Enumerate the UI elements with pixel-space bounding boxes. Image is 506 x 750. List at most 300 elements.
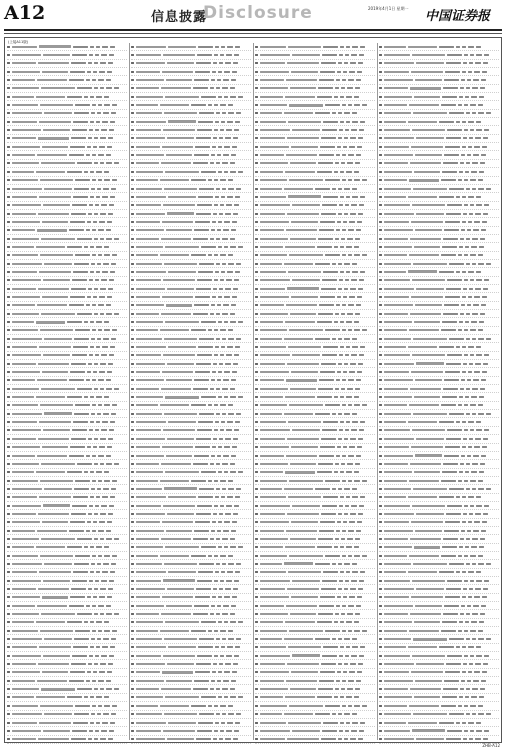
table-cell-placeholder: [446, 363, 461, 365]
table-cell-placeholder: [288, 121, 321, 123]
table-cell-placeholder: [486, 413, 491, 415]
table-cell-placeholder: [354, 254, 360, 256]
table-cell-placeholder: [231, 229, 236, 231]
table-cell-placeholder: [458, 705, 462, 707]
table-cell-placeholder: [470, 329, 476, 331]
table-cell-placeholder: [136, 379, 164, 381]
table-cell-placeholder: [346, 646, 350, 648]
table-cell-placeholder: [230, 696, 236, 698]
table-cell-placeholder: [476, 129, 482, 131]
table-cell-placeholder: [36, 696, 65, 698]
table-cell-placeholder: [255, 663, 258, 665]
table-cell-placeholder: [224, 396, 228, 398]
table-cell-placeholder: [384, 663, 414, 665]
table-cell-placeholder: [472, 162, 478, 164]
table-cell-placeholder: [108, 438, 113, 440]
table-cell-placeholder: [221, 346, 225, 348]
table-cell-placeholder: [201, 321, 216, 323]
table-cell-placeholder: [360, 121, 365, 123]
table-cell-placeholder: [467, 379, 471, 381]
table-cell-placeholder: [131, 171, 134, 173]
table-cell-placeholder: [94, 613, 98, 615]
table-cell-placeholder: [349, 296, 355, 298]
table-cell-placeholder: [322, 429, 337, 431]
table-row: [7, 727, 127, 735]
table-cell-placeholder: [260, 204, 290, 206]
table-cell-placeholder: [12, 338, 42, 340]
table-cell-placeholder: [136, 655, 161, 657]
table-cell-placeholder: [228, 188, 234, 190]
table-cell-placeholder: [216, 613, 220, 615]
table-cell-placeholder: [136, 79, 164, 81]
table-cell-placeholder: [98, 379, 104, 381]
table-cell-placeholder: [482, 671, 487, 673]
table-cell-placeholder: [463, 363, 467, 365]
table-row: [379, 594, 499, 602]
table-cell-placeholder: [475, 137, 481, 139]
table-cell-placeholder: [95, 730, 99, 732]
table-cell-placeholder: [478, 179, 483, 181]
table-row: [255, 310, 375, 318]
table-cell-placeholder: [356, 605, 361, 607]
table-cell-placeholder: [131, 313, 134, 315]
table-cell-placeholder: [379, 213, 382, 215]
table-cell-placeholder: [111, 338, 116, 340]
table-cell-placeholder: [231, 530, 236, 532]
table-cell-placeholder: [75, 555, 90, 557]
table-cell-placeholder: [197, 429, 212, 431]
table-cell-placeholder: [131, 429, 134, 431]
table-cell-placeholder: [100, 238, 104, 240]
table-cell-placeholder: [114, 463, 119, 465]
table-cell-placeholder: [222, 338, 226, 340]
table-cell-placeholder: [12, 263, 42, 265]
table-cell-placeholder: [465, 546, 469, 548]
table-cell-placeholder: [470, 104, 476, 106]
table-cell-placeholder: [359, 730, 364, 732]
table-cell-placeholder: [238, 546, 243, 548]
table-cell-placeholder: [410, 87, 441, 90]
table-cell-placeholder: [484, 204, 489, 206]
table-cell-placeholder: [317, 246, 332, 248]
table-cell-placeholder: [315, 263, 330, 265]
table-cell-placeholder: [379, 538, 382, 540]
table-row: [131, 277, 251, 285]
table-cell-placeholder: [260, 246, 283, 248]
table-cell-placeholder: [466, 388, 470, 390]
table-row: [131, 202, 251, 210]
table-cell-placeholder: [131, 288, 134, 290]
table-cell-placeholder: [409, 179, 439, 182]
table-cell-placeholder: [222, 488, 226, 490]
table-cell-placeholder: [483, 588, 488, 590]
table-cell-placeholder: [410, 538, 441, 540]
table-cell-placeholder: [345, 279, 349, 281]
table-cell-placeholder: [77, 538, 92, 540]
table-cell-placeholder: [474, 221, 480, 223]
table-cell-placeholder: [475, 438, 481, 440]
table-cell-placeholder: [351, 204, 357, 206]
table-row: [131, 177, 251, 185]
table-cell-placeholder: [67, 321, 82, 323]
table-cell-placeholder: [67, 246, 82, 248]
table-cell-placeholder: [161, 388, 191, 390]
table-cell-placeholder: [114, 388, 119, 390]
table-cell-placeholder: [168, 196, 196, 198]
table-cell-placeholder: [483, 513, 488, 515]
table-row: [131, 685, 251, 693]
table-cell-placeholder: [384, 388, 408, 390]
table-cell-placeholder: [90, 546, 94, 548]
table-cell-placeholder: [84, 396, 88, 398]
table-cell-placeholder: [472, 338, 476, 340]
table-cell-placeholder: [473, 154, 479, 156]
table-cell-placeholder: [340, 321, 344, 323]
table-cell-placeholder: [384, 538, 408, 540]
table-cell-placeholder: [165, 321, 199, 323]
table-cell-placeholder: [131, 605, 134, 607]
table-row: [7, 43, 127, 51]
table-cell-placeholder: [323, 571, 338, 573]
table-cell-placeholder: [131, 696, 134, 698]
table-cell-placeholder: [106, 605, 111, 607]
table-row: [131, 644, 251, 652]
table-row: [7, 377, 127, 385]
table-cell-placeholder: [73, 646, 88, 648]
table-cell-placeholder: [464, 104, 468, 106]
table-cell-placeholder: [12, 505, 41, 507]
table-cell-placeholder: [219, 62, 223, 64]
table-cell-placeholder: [337, 71, 341, 73]
table-cell-placeholder: [340, 722, 344, 724]
table-cell-placeholder: [160, 254, 189, 256]
table-cell-placeholder: [472, 538, 478, 540]
table-row: [255, 252, 375, 260]
table-cell-placeholder: [351, 505, 357, 507]
table-cell-placeholder: [166, 304, 192, 307]
table-cell-placeholder: [260, 396, 283, 398]
table-cell-placeholder: [260, 271, 286, 273]
table-cell-placeholder: [191, 630, 206, 632]
table-row: [255, 510, 375, 518]
table-cell-placeholder: [379, 354, 382, 356]
table-cell-placeholder: [131, 296, 134, 298]
table-cell-placeholder: [199, 338, 214, 340]
table-cell-placeholder: [12, 279, 41, 281]
table-row: [7, 335, 127, 343]
table-cell-placeholder: [459, 321, 463, 323]
table-cell-placeholder: [136, 596, 160, 598]
table-cell-placeholder: [220, 705, 226, 707]
table-cell-placeholder: [226, 429, 232, 431]
table-row: [379, 343, 499, 351]
table-cell-placeholder: [255, 188, 258, 190]
table-cell-placeholder: [260, 179, 287, 181]
table-cell-placeholder: [346, 46, 350, 48]
table-cell-placeholder: [228, 713, 234, 715]
table-cell-placeholder: [220, 329, 226, 331]
table-cell-placeholder: [346, 396, 352, 398]
table-cell-placeholder: [384, 329, 407, 331]
table-cell-placeholder: [216, 162, 220, 164]
table-cell-placeholder: [379, 246, 382, 248]
table-cell-placeholder: [349, 146, 355, 148]
table-row: [255, 585, 375, 593]
table-cell-placeholder: [90, 246, 94, 248]
table-cell-placeholder: [482, 71, 487, 73]
table-cell-placeholder: [464, 505, 468, 507]
table-cell-placeholder: [334, 396, 338, 398]
table-cell-placeholder: [196, 213, 211, 215]
table-cell-placeholder: [109, 129, 114, 131]
table-cell-placeholder: [227, 646, 233, 648]
table-cell-placeholder: [458, 630, 462, 632]
table-row: [7, 285, 127, 293]
table-cell-placeholder: [260, 655, 290, 657]
table-cell-placeholder: [255, 580, 258, 582]
table-cell-placeholder: [288, 571, 321, 573]
table-cell-placeholder: [136, 555, 158, 557]
table-cell-placeholder: [384, 221, 409, 223]
table-cell-placeholder: [467, 304, 471, 306]
table-cell-placeholder: [255, 588, 258, 590]
table-cell-placeholder: [469, 588, 473, 590]
table-cell-placeholder: [90, 621, 94, 623]
table-cell-placeholder: [337, 221, 341, 223]
table-cell-placeholder: [357, 221, 362, 223]
table-cell-placeholder: [212, 146, 216, 148]
table-cell-placeholder: [12, 112, 42, 114]
table-cell-placeholder: [12, 121, 37, 123]
table-cell-placeholder: [338, 62, 342, 64]
table-cell-placeholder: [414, 696, 440, 698]
table-cell-placeholder: [131, 112, 134, 114]
table-cell-placeholder: [93, 221, 97, 223]
table-cell-placeholder: [104, 321, 109, 323]
table-cell-placeholder: [7, 104, 10, 106]
table-cell-placeholder: [255, 363, 258, 365]
table-cell-placeholder: [342, 605, 346, 607]
table-cell-placeholder: [255, 705, 258, 707]
table-cell-placeholder: [43, 204, 70, 206]
table-cell-placeholder: [12, 104, 38, 106]
table-cell-placeholder: [217, 455, 221, 457]
table-cell-placeholder: [216, 188, 220, 190]
table-row: [7, 135, 127, 143]
table-cell-placeholder: [136, 388, 159, 390]
table-cell-placeholder: [87, 671, 91, 673]
table-cell-placeholder: [230, 313, 235, 315]
table-cell-placeholder: [40, 630, 73, 632]
table-cell-placeholder: [106, 688, 112, 690]
table-cell-placeholder: [286, 79, 317, 81]
table-cell-placeholder: [96, 246, 102, 248]
table-row: [131, 335, 251, 343]
table-cell-placeholder: [94, 688, 98, 690]
table-cell-placeholder: [464, 630, 468, 632]
table-row: [7, 243, 127, 251]
table-cell-placeholder: [195, 671, 210, 673]
table-cell-placeholder: [224, 146, 230, 148]
table-cell-placeholder: [471, 171, 477, 173]
table-row: [131, 227, 251, 235]
table-cell-placeholder: [223, 304, 229, 306]
table-cell-placeholder: [100, 588, 106, 590]
table-cell-placeholder: [384, 713, 411, 715]
table-cell-placeholder: [338, 263, 342, 265]
table-cell-placeholder: [198, 722, 213, 724]
table-cell-placeholder: [379, 338, 382, 340]
table-cell-placeholder: [462, 196, 466, 198]
table-cell-placeholder: [470, 730, 474, 732]
table-cell-placeholder: [163, 579, 195, 582]
table-cell-placeholder: [288, 195, 321, 198]
table-cell-placeholder: [344, 638, 350, 640]
table-cell-placeholder: [348, 680, 354, 682]
table-cell-placeholder: [131, 521, 134, 523]
table-row: [131, 560, 251, 568]
table-cell-placeholder: [69, 79, 84, 81]
table-cell-placeholder: [358, 663, 363, 665]
table-row: [379, 235, 499, 243]
table-cell-placeholder: [39, 346, 71, 348]
table-row: [379, 652, 499, 660]
table-cell-placeholder: [88, 363, 92, 365]
table-cell-placeholder: [230, 463, 235, 465]
table-cell-placeholder: [336, 379, 340, 381]
table-cell-placeholder: [352, 112, 357, 114]
table-cell-placeholder: [38, 288, 69, 290]
table-cell-placeholder: [483, 363, 488, 365]
table-row: [379, 310, 499, 318]
table-cell-placeholder: [12, 304, 35, 306]
table-cell-placeholder: [220, 354, 224, 356]
table-row: [255, 360, 375, 368]
table-cell-placeholder: [12, 321, 34, 323]
table-cell-placeholder: [228, 329, 233, 331]
table-cell-placeholder: [319, 379, 334, 381]
table-row: [7, 560, 127, 568]
table-cell-placeholder: [131, 304, 134, 306]
table-cell-placeholder: [355, 613, 360, 615]
table-cell-placeholder: [96, 646, 100, 648]
table-cell-placeholder: [343, 71, 347, 73]
table-cell-placeholder: [340, 271, 344, 273]
table-cell-placeholder: [255, 404, 258, 406]
table-cell-placeholder: [339, 655, 343, 657]
table-row: [379, 43, 499, 51]
table-cell-placeholder: [232, 71, 237, 73]
table-cell-placeholder: [468, 671, 472, 673]
table-cell-placeholder: [255, 87, 258, 89]
table-cell-placeholder: [136, 421, 166, 423]
table-cell-placeholder: [101, 204, 107, 206]
table-row: [7, 652, 127, 660]
table-cell-placeholder: [228, 705, 233, 707]
table-cell-placeholder: [460, 162, 464, 164]
table-cell-placeholder: [483, 438, 488, 440]
table-cell-placeholder: [163, 354, 195, 356]
table-cell-placeholder: [131, 238, 134, 240]
table-cell-placeholder: [218, 296, 222, 298]
table-cell-placeholder: [216, 563, 220, 565]
table-cell-placeholder: [199, 713, 214, 715]
table-cell-placeholder: [225, 213, 231, 215]
table-cell-placeholder: [360, 571, 365, 573]
table-cell-placeholder: [12, 463, 39, 465]
table-cell-placeholder: [351, 54, 357, 56]
table-row: [255, 736, 375, 744]
table-cell-placeholder: [463, 288, 467, 290]
table-cell-placeholder: [345, 505, 349, 507]
table-cell-placeholder: [317, 546, 332, 548]
table-cell-placeholder: [473, 455, 479, 457]
header-rule: [4, 29, 502, 31]
table-cell-placeholder: [384, 613, 408, 615]
table-cell-placeholder: [255, 429, 258, 431]
table-cell-placeholder: [476, 46, 481, 48]
table-cell-placeholder: [357, 71, 362, 73]
table-cell-placeholder: [260, 730, 290, 732]
table-cell-placeholder: [131, 87, 134, 89]
table-row: [379, 727, 499, 735]
table-cell-placeholder: [285, 621, 315, 623]
table-cell-placeholder: [447, 429, 462, 431]
table-cell-placeholder: [462, 446, 466, 448]
table-cell-placeholder: [104, 254, 110, 256]
table-cell-placeholder: [379, 71, 382, 73]
table-cell-placeholder: [98, 254, 102, 256]
table-row: [379, 469, 499, 477]
table-cell-placeholder: [285, 546, 315, 548]
table-cell-placeholder: [226, 354, 232, 356]
table-row: [379, 360, 499, 368]
table-cell-placeholder: [317, 621, 332, 623]
table-cell-placeholder: [100, 688, 104, 690]
table-cell-placeholder: [92, 630, 96, 632]
table-cell-placeholder: [470, 204, 474, 206]
table-cell-placeholder: [131, 538, 134, 540]
table-cell-placeholder: [471, 246, 477, 248]
table-cell-placeholder: [360, 46, 365, 48]
table-cell-placeholder: [230, 321, 236, 323]
table-cell-placeholder: [319, 229, 334, 231]
table-cell-placeholder: [354, 621, 359, 623]
table-cell-placeholder: [384, 54, 410, 56]
table-cell-placeholder: [449, 488, 464, 490]
table-cell-placeholder: [379, 263, 382, 265]
table-cell-placeholder: [379, 496, 382, 498]
table-cell-placeholder: [379, 580, 382, 582]
table-row: [255, 435, 375, 443]
table-cell-placeholder: [337, 596, 341, 598]
table-cell-placeholder: [384, 605, 413, 607]
table-cell-placeholder: [111, 112, 116, 114]
table-cell-placeholder: [12, 446, 40, 448]
table-cell-placeholder: [342, 705, 346, 707]
table-cell-placeholder: [458, 254, 462, 256]
table-cell-placeholder: [260, 630, 287, 632]
table-cell-placeholder: [315, 188, 330, 190]
table-cell-placeholder: [214, 730, 218, 732]
table-cell-placeholder: [12, 530, 35, 532]
table-cell-placeholder: [69, 455, 84, 457]
table-cell-placeholder: [38, 513, 69, 515]
table-cell-placeholder: [165, 396, 199, 399]
table-cell-placeholder: [12, 730, 41, 732]
table-cell-placeholder: [231, 154, 236, 156]
table-cell-placeholder: [459, 696, 463, 698]
